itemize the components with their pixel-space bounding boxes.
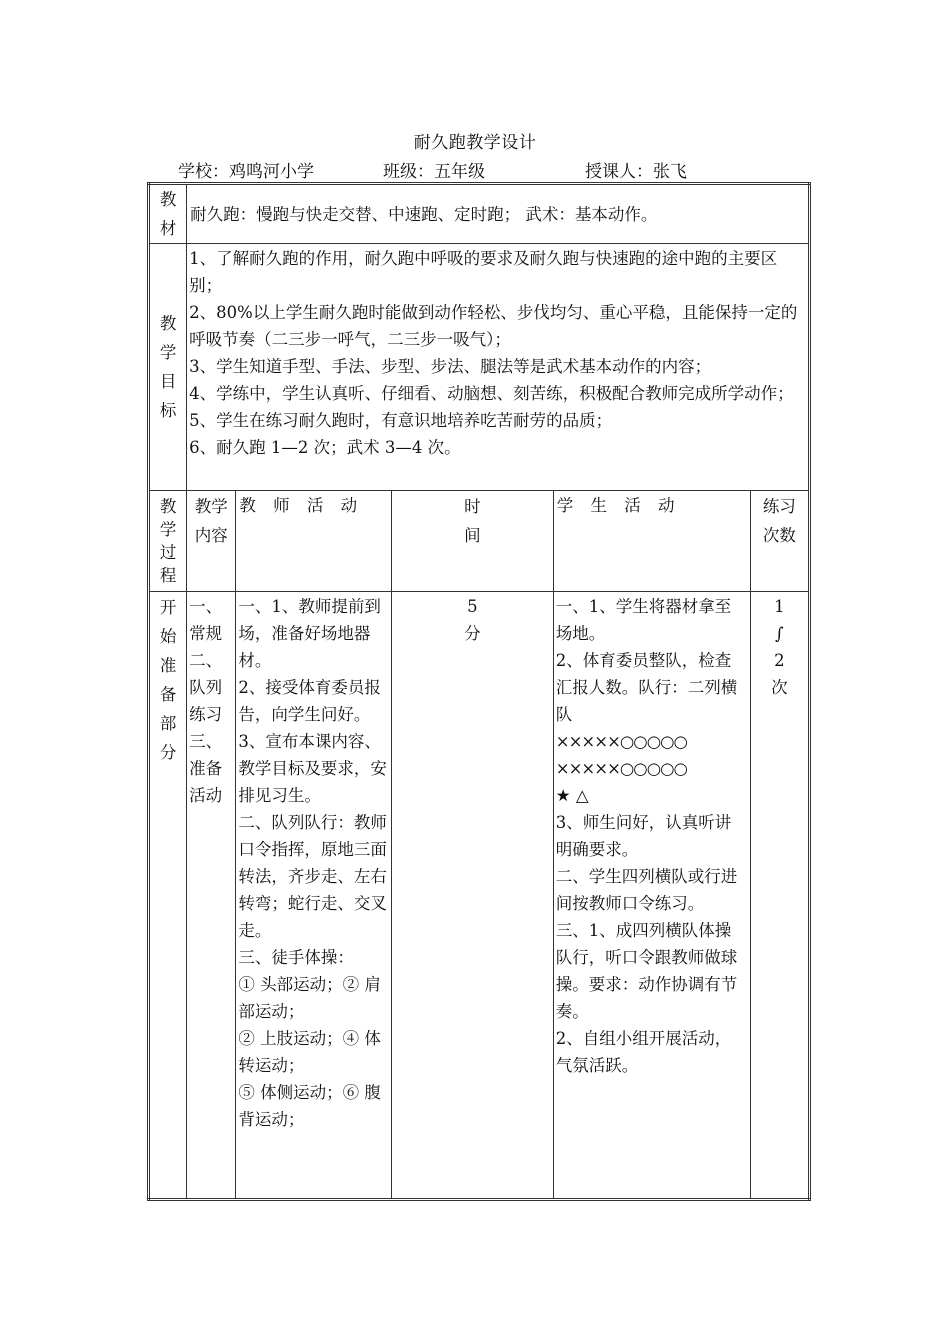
teacher-activity: 3、宣布本课内容、教学目标及要求，安排见习生。 — [238, 732, 387, 805]
formation-row: ×××××○○○○○ — [555, 732, 687, 751]
teacher-activity: 2、接受体育委员报告，向学生问好。 — [238, 678, 381, 724]
class-field: 班级：五年级 — [383, 162, 485, 182]
material-label: 教 材 — [149, 184, 187, 244]
content-column-header: 教学 内容 — [187, 491, 236, 592]
stage1-practice-count: 1 ∫ 2 次 — [750, 592, 809, 1200]
student-activity: 3、师生问好，认真听讲明确要求。 — [555, 813, 732, 859]
stage1-student-activities — [553, 592, 750, 1200]
formation-markers: ★ △ — [555, 786, 589, 805]
student-activity: 2、体育委员整队，检查汇报人数。队行：二列横队 — [555, 651, 738, 724]
teacher-activity: ② 上肢运动；④ 体转运动； — [238, 1029, 381, 1075]
goals-content — [187, 244, 810, 491]
teacher-activity: ⑤ 体侧运动；⑥ 腹背运动； — [238, 1083, 381, 1129]
material-content: 耐久跑：慢跑与快走交替、中速跑、定时跑； 武术：基本动作。 — [187, 184, 810, 244]
teacher-activity: 二、队列队行：教师口令指挥，原地三面转法，齐步走、左右转弯；蛇行走、交叉走。 — [238, 813, 387, 940]
process-header-row — [149, 491, 810, 592]
goal-item: 4、学练中，学生认真听、仔细看、动脑想、刻苦练，积极配合教师完成所学动作； — [189, 384, 794, 403]
teacher-column-header: 教 师 活 动 — [236, 491, 392, 592]
practice-column-header: 练习 次数 — [750, 491, 809, 592]
student-activity: 二、学生四列横队或行进间按教师口令练习。 — [555, 867, 738, 913]
stage1-row — [149, 592, 810, 1200]
stage1-content: 一、 常规 二、 队列 练习 三、 准备 活动 — [187, 592, 236, 1200]
goal-item: 2、80%以上学生耐久跑时能做到动作轻松、步伐均匀、重心平稳，且能保持一定的呼吸节奏（二三步一呼气，二三步一吸气）； — [189, 303, 798, 349]
stage1-label: 开 始 准 备 部 分 — [149, 592, 187, 1200]
student-column-header: 学 生 活 动 — [553, 491, 750, 592]
teacher-field: 授课人：张飞 — [585, 162, 687, 182]
goal-item: 3、学生知道手型、手法、步型、步法、腿法等是武术基本动作的内容； — [189, 357, 712, 376]
student-activity: 三、1、成四列横队体操队行，听口令跟教师做球操。要求：动作协调有节奏。 — [555, 921, 738, 1021]
goal-item: 6、耐久跑 1—2 次；武术 3—4 次。 — [189, 438, 461, 457]
teacher-activity: 一、1、教师提前到场，准备好场地器材。 — [238, 597, 381, 670]
goal-item: 1、了解耐久跑的作用，耐久跑中呼吸的要求及耐久跑与快速跑的途中跑的主要区别； — [189, 249, 778, 295]
teacher-activity: 三、徒手体操： — [238, 948, 354, 967]
student-activity: 一、1、学生将器材拿至场地。 — [555, 597, 732, 643]
stage1-teacher-activities — [236, 592, 392, 1200]
process-label: 教 学 过 程 — [149, 491, 187, 592]
goals-row — [149, 244, 810, 491]
material-row — [149, 184, 810, 244]
lesson-plan-table — [147, 182, 811, 1201]
goals-label: 教 学 目 标 — [149, 244, 187, 491]
student-activity: 2、自组小组开展活动，气氛活跃。 — [555, 1029, 732, 1075]
stage1-time: 5 分 — [392, 592, 554, 1200]
time-column-header: 时 间 — [392, 491, 554, 592]
formation-row: ×××××○○○○○ — [555, 759, 687, 778]
document-title: 耐久跑教学设计 — [413, 133, 537, 153]
teacher-activity: ① 头部运动；② 肩部运动； — [238, 975, 381, 1021]
school-field: 学校：鸡鸣河小学 — [178, 162, 314, 182]
goal-item: 5、学生在练习耐久跑时，有意识地培养吃苦耐劳的品质； — [189, 411, 613, 430]
